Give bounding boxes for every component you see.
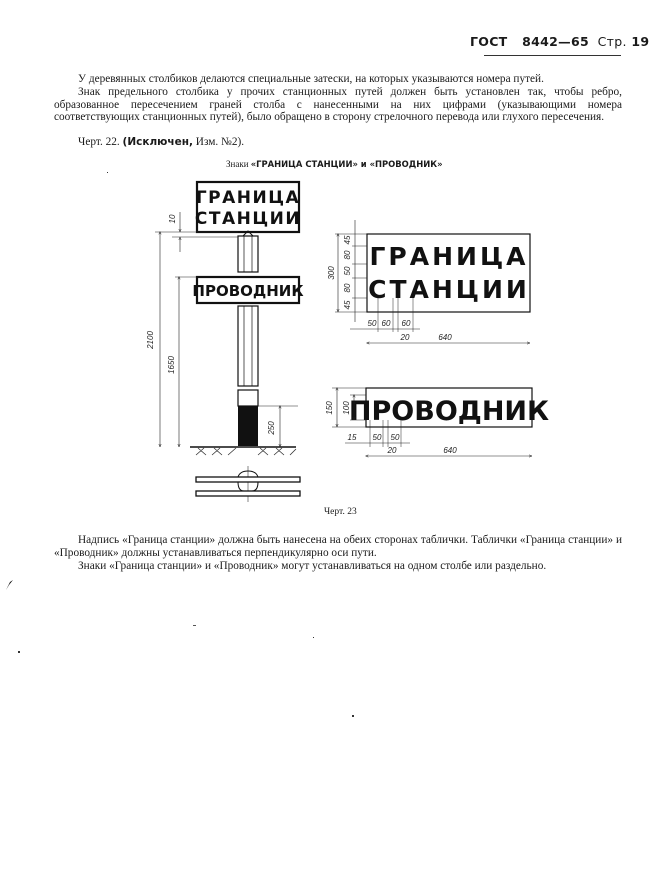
page-number: 19 xyxy=(631,34,650,49)
excluded-label: (Исключен, xyxy=(122,136,193,148)
svg-text:50: 50 xyxy=(367,319,377,328)
scan-speck xyxy=(107,172,108,173)
svg-text:15: 15 xyxy=(347,433,357,442)
scan-speck xyxy=(18,651,20,653)
svg-text:60: 60 xyxy=(401,319,411,328)
dim-conductor-width: 640 xyxy=(443,446,457,455)
svg-text:45: 45 xyxy=(343,300,352,310)
lower-sign-text: ПРОВОДНИК xyxy=(192,282,304,300)
conductor-sign-drawing xyxy=(325,388,549,456)
top-sign-line1: ГРАНИЦА xyxy=(195,188,301,208)
figure-title-main: «ГРАНИЦА СТАНЦИИ» и «ПРОВОДНИК» xyxy=(250,159,443,169)
svg-text:50: 50 xyxy=(390,433,400,442)
svg-text:150: 150 xyxy=(325,401,334,415)
scan-speck xyxy=(313,637,314,638)
dim-lower-height: 1650 xyxy=(167,356,176,374)
paragraph-1: У деревянных столбиков делаются специальные затески, на которых указываются номера путей. xyxy=(78,73,544,85)
svg-text:50: 50 xyxy=(343,266,352,276)
figure-caption: Черт. 23 xyxy=(324,507,357,517)
svg-text:20: 20 xyxy=(387,446,397,455)
black-base-band xyxy=(238,406,258,446)
svg-text:60: 60 xyxy=(381,319,391,328)
svg-text:80: 80 xyxy=(343,250,352,260)
dim-gap: 10 xyxy=(168,214,177,224)
page-label: Стр. xyxy=(597,34,627,49)
border-sign-line1: ГРАНИЦА xyxy=(369,242,529,271)
standard-label: ГОСТ xyxy=(470,34,508,49)
svg-text:50: 50 xyxy=(372,433,382,442)
paragraph-5: Знаки «Граница станции» и «Проводник» могут устанавливаться на одном столбе или раздельно. xyxy=(78,560,547,572)
post-elevation xyxy=(146,182,304,455)
plan-view xyxy=(196,466,300,502)
scan-speck xyxy=(352,715,354,717)
dim-total-height: 2100 xyxy=(146,331,155,349)
paragraph-2: Знак предельного столбика у прочих станционных путей должен быть установлен так, чтобы ребро, образованное пересечением граней столба с нанесенными на них цифрами (указывающими номера соответствующих станционных путей), было обращено в сторону стрелочного перевода или глухого пересечения. xyxy=(54,86,622,124)
border-sign-drawing xyxy=(327,220,530,343)
scan-speck xyxy=(193,625,196,626)
standard-number: 8442—65 xyxy=(522,34,589,49)
svg-text:80: 80 xyxy=(343,283,352,293)
svg-text:45: 45 xyxy=(343,235,352,245)
conductor-sign-text: ПРОВОДНИК xyxy=(348,396,550,427)
paragraph-4: Надпись «Граница станции» должна быть нанесена на обеих сторонах таблички. Таблички «Граница станции» и «Проводник» должны устанавливаться перпендикулярно оси пути. xyxy=(54,534,622,559)
dim-base-band: 250 xyxy=(267,421,276,435)
figure-title-prefix: Знаки xyxy=(226,159,251,169)
dim-border-width: 640 xyxy=(438,333,452,342)
svg-text:20: 20 xyxy=(400,333,410,342)
amendment-ref: Изм. №2). xyxy=(192,136,245,148)
top-sign-line2: СТАНЦИИ xyxy=(194,209,302,229)
border-sign-line2: СТАНЦИИ xyxy=(368,275,530,304)
dim-border-height: 300 xyxy=(327,266,336,280)
svg-text:100: 100 xyxy=(342,401,351,415)
scan-mark xyxy=(6,580,13,590)
drawing-ref: Черт. 22. xyxy=(78,136,123,148)
